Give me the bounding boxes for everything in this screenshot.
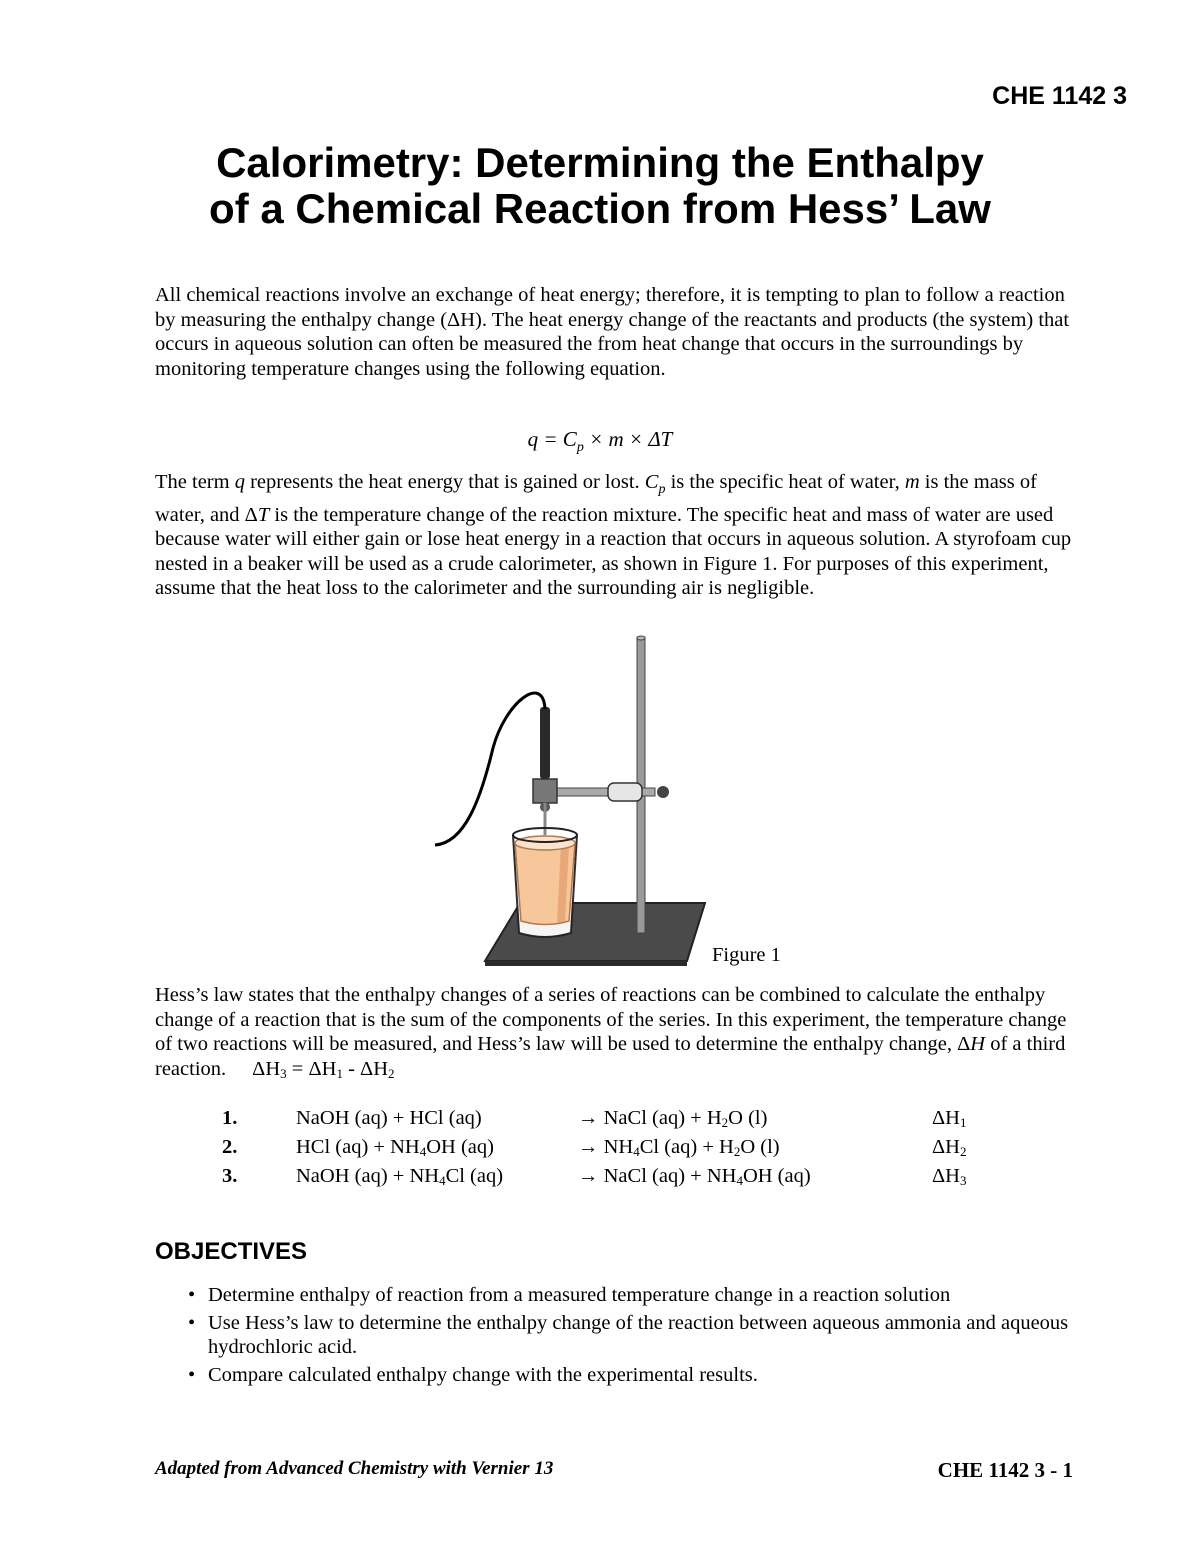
footer-source: Adapted from Advanced Chemistry with Vernier 13	[155, 1458, 554, 1479]
explanation-paragraph	[155, 470, 1075, 601]
reaction-number: 3.	[222, 1165, 238, 1187]
explain-cp-c: C	[644, 471, 659, 493]
reaction-products: → NaCl $(aq) + H_2O$ (l)	[578, 1107, 768, 1130]
hess-paragraph	[155, 983, 1075, 1086]
reaction-number: 2.	[222, 1136, 238, 1158]
rod-top	[637, 636, 645, 640]
explain-t: T	[257, 503, 270, 526]
reaction-row	[222, 1107, 1002, 1136]
reaction-products: → $NH_4Cl$ $(aq) + H_2O$ (l)	[578, 1136, 780, 1159]
explain-text-1: The term	[155, 471, 235, 493]
list-item	[155, 1283, 1075, 1308]
hess-h: H	[970, 1033, 986, 1055]
calorimeter-figure	[425, 633, 725, 968]
reaction-enthalpy: $\Delta H_3$	[932, 1165, 967, 1188]
reaction-number: 1.	[222, 1107, 238, 1129]
explain-text-2: represents the heat energy that is gained or lost.	[244, 471, 645, 493]
explain-text-3: is the specific heat of water,	[665, 471, 905, 493]
explain-q: q	[234, 471, 245, 493]
intro-paragraph: All chemical reactions involve an exchange of heat energy; therefore, it is tempting to plan to follow a reaction by measuring the enthalpy change (ΔH). The heat energy change of the reactants and products (the system) that occurs in aqueous solution can often be measured the from heat change that occurs in the surroundings by monitoring temperature changes using the following equation.	[155, 284, 1070, 380]
reaction-enthalpy: $\Delta H_1$	[932, 1107, 967, 1130]
heat-equation	[0, 427, 1200, 456]
reaction-reactants: NaOH (aq) + HCl (aq)	[296, 1107, 482, 1129]
reaction-reactants: HCl $(aq) + NH_4OH$ (aq)	[296, 1136, 494, 1159]
explain-m: m	[904, 471, 920, 493]
footer-page-number: CHE 1142 3 - 1	[937, 1458, 1073, 1482]
equation-rest: × m × ΔT	[583, 427, 673, 451]
title-line-2: of a Chemical Reaction from Hess’ Law	[209, 185, 991, 232]
objective-text: Compare calculated enthalpy change with the experimental results.	[208, 1363, 758, 1386]
temperature-probe-handle	[540, 707, 550, 779]
objective-text: Use Hess’s law to determine the enthalpy change of the reaction between aqueous ammonia and aqueous hydrochloric acid.	[208, 1311, 1069, 1358]
objective-text: Determine enthalpy of reaction from a measured temperature change in a reaction solution	[208, 1284, 951, 1306]
objectives-list	[155, 1283, 1075, 1390]
list-item	[155, 1311, 1075, 1360]
reaction-list	[222, 1107, 1002, 1194]
explain-text-4: is the mass of water, and Δ	[155, 471, 1037, 526]
bullet-icon: •	[188, 1284, 196, 1306]
figure-caption: Figure 1	[712, 944, 781, 966]
reaction-reactants: NaOH $(aq) + NH_4Cl$ (aq)	[296, 1165, 504, 1188]
reaction-products: → NaCl $(aq) + NH_4OH$ (aq)	[578, 1165, 811, 1188]
clamp-knob	[657, 786, 669, 798]
probe-cable	[435, 693, 545, 845]
stand-base-edge	[485, 961, 687, 966]
clamp-holder	[608, 783, 642, 801]
course-code: CHE 1142 3	[992, 82, 1127, 110]
reaction-row	[222, 1136, 1002, 1165]
bullet-icon: •	[188, 1311, 196, 1334]
equation-sub-p: p	[576, 440, 584, 456]
hess-text: Hess’s law states that the enthalpy changes of a series of reactions can be combined to calculate the enthalpy change of a reaction that is the sum of the components of the series. In this experiment, the temperature change of two reactions will be measured, and Hess’s law will be used to determine the enthalpy change, Δ	[155, 984, 1067, 1055]
equation-eq: = C	[538, 427, 577, 451]
list-item	[155, 1363, 1075, 1388]
page-title	[100, 140, 1100, 232]
objectives-heading: OBJECTIVES	[155, 1238, 308, 1265]
bullet-icon: •	[188, 1363, 196, 1386]
explain-text-5: is the temperature change of the reaction mixture. The specific heat and mass of water are used because water will either gain or lose heat energy in a reaction that occurs in aqueous solution. A styrofoam cup nested in a beaker will be used as a crude calorimeter, as shown in Figure 1. For purposes of this experiment, assume that the heat loss to the calorimeter and the surrounding air is negligible.	[155, 503, 1072, 600]
reaction-enthalpy: $\Delta H_2$	[932, 1136, 967, 1159]
explain-cp-p: p	[658, 482, 666, 498]
probe-clamp	[533, 779, 557, 803]
title-line-1: Calorimetry: Determining the Enthalpy	[216, 139, 984, 186]
equation-q: q	[527, 427, 539, 451]
hess-equation: $\Delta H_3 = \Delta H_1 - \Delta H_2$	[252, 1057, 395, 1081]
hess-after: of a third reaction.	[155, 1033, 1066, 1080]
reaction-row	[222, 1165, 1002, 1194]
